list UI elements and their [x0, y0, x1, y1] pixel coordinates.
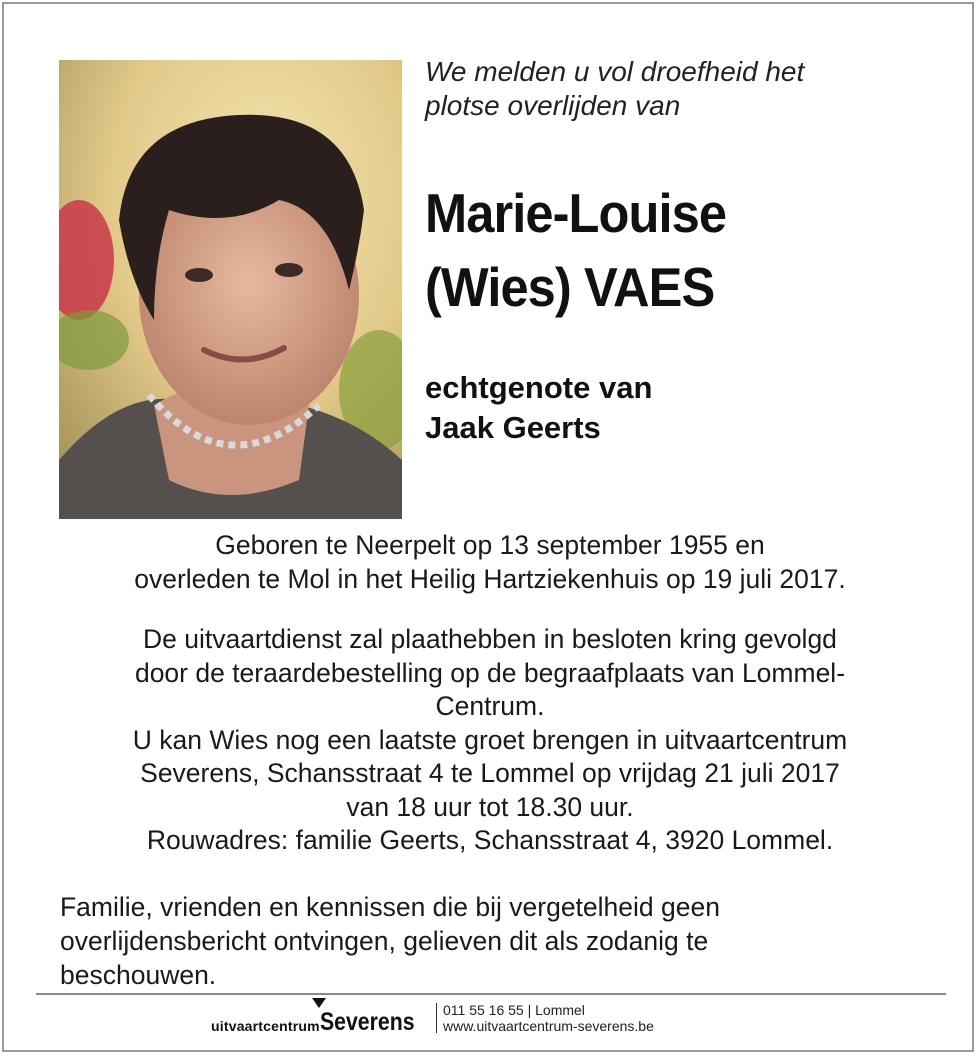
brand-name: Severens [320, 1008, 415, 1036]
name-line-2: (Wies) VAES [425, 256, 715, 318]
spouse-line-1: echtgenote van [425, 370, 653, 405]
ceremony-line: De uitvaartdienst zal plaathebben in besloten kring gevolgd [143, 624, 837, 654]
ceremony-line: door de teraardebestelling op de begraafplaats van Lommel- [134, 657, 846, 688]
ceremony-line: Centrum. [435, 691, 545, 721]
death-line: overleden te Mol in het Heilig Hartziekenhuis op 19 juli 2017. [134, 563, 846, 594]
spouse-line-2: Jaak Geerts [425, 410, 601, 445]
closing-line: beschouwen. [60, 960, 217, 990]
intro-text [425, 55, 925, 123]
birth-death-text [40, 529, 940, 596]
contact-info [443, 1002, 654, 1034]
ceremony-line: van 18 uur tot 18.30 uur. [346, 791, 634, 822]
footer-vertical-divider [436, 1003, 437, 1033]
closing-line: overlijdensbericht ontvingen, gelieven dit als zodanig te [60, 926, 709, 956]
spouse-info [425, 368, 925, 448]
ceremony-line: Severens, Schansstraat 4 te Lommel op vrijdag 21 juli 2017 [140, 758, 840, 788]
phone-line: 011 55 16 55 | Lommel [443, 1002, 585, 1018]
ceremony-line: U kan Wies nog een laatste groet brengen in uitvaartcentrum [132, 724, 848, 755]
intro-line-2: plotse overlijden van [425, 90, 681, 121]
brand-triangle-icon [312, 998, 326, 1008]
website-link[interactable]: www.uitvaartcentrum-severens.be [443, 1018, 654, 1034]
closing-text [60, 890, 920, 992]
portrait-photo [59, 60, 402, 519]
footer-divider-rule [36, 993, 946, 995]
birth-line: Geboren te Neerpelt op 13 september 1955 en [215, 530, 765, 560]
brand-prefix: uitvaartcentrum [211, 1018, 320, 1034]
funeral-home-footer [0, 998, 980, 1038]
condolence-address-line: Rouwadres: familie Geerts, Schansstraat 4, 3920 Lommel. [146, 825, 834, 855]
closing-line: Familie, vrienden en kennissen die bij vergetelheid geen [60, 892, 720, 922]
name-line-1: Marie-Louise [425, 182, 727, 244]
intro-line-1: We melden u vol droefheid het [425, 56, 805, 87]
ceremony-text [40, 623, 940, 858]
deceased-name [425, 176, 945, 324]
